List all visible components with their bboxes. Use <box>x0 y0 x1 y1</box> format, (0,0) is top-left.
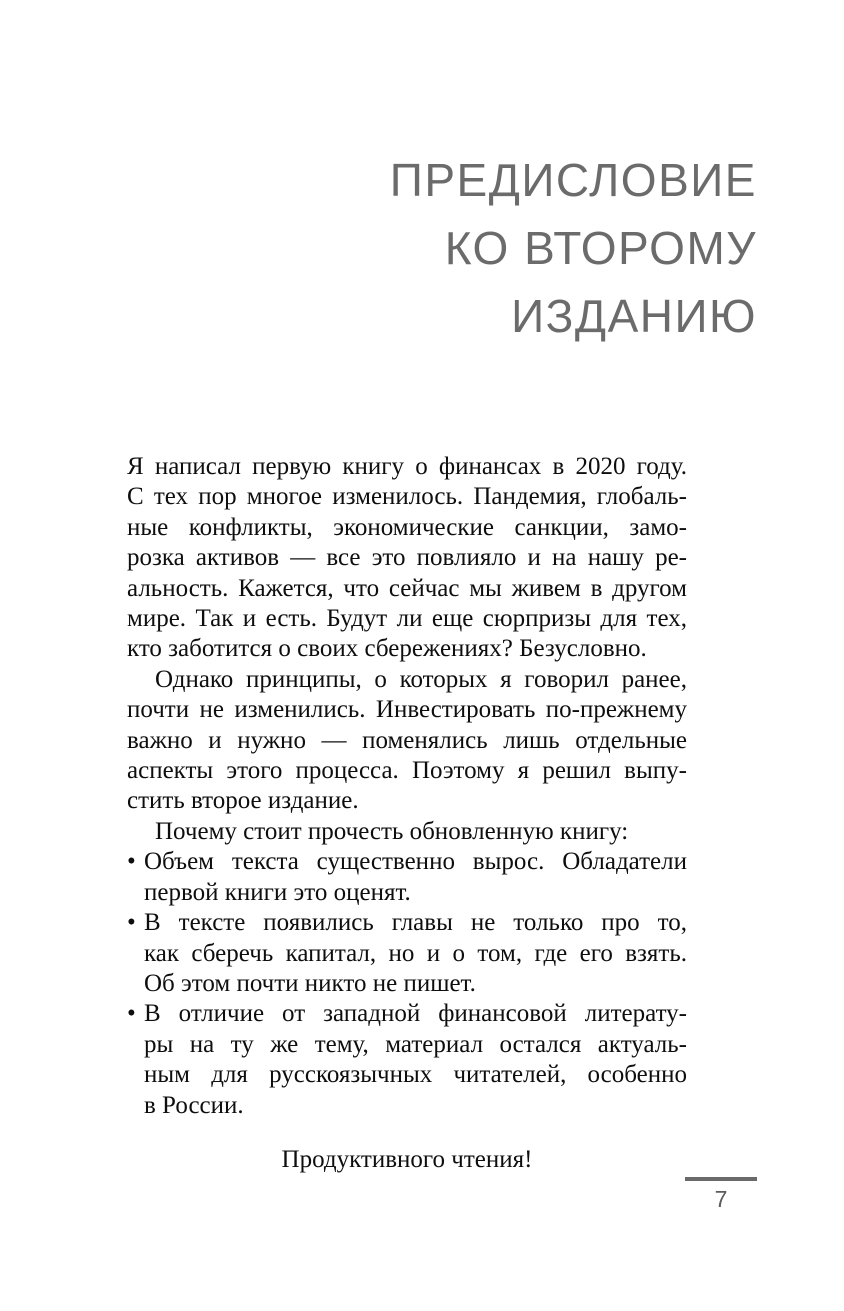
body-line: В тексте появились главы не только про то, <box>144 909 687 937</box>
footer-rule <box>685 1177 757 1181</box>
bullet-icon: • <box>127 909 136 937</box>
body-text <box>127 452 687 1175</box>
body-line: ным для русскоязычных читателей, особенно <box>144 1061 687 1089</box>
body-line: Почему стоит прочесть обновленную книгу: <box>155 817 629 845</box>
body-line: первой книги это оценят. <box>144 878 411 906</box>
paragraph <box>127 452 687 665</box>
body-line: ные конфликты, экономические санкции, замо- <box>127 513 687 541</box>
closing-line: Продуктивного чтения! <box>281 1145 533 1173</box>
body-line: стить второе издание. <box>127 787 359 815</box>
paragraph <box>127 817 687 847</box>
bullet-item <box>127 999 687 1121</box>
body-line: Об этом почти никто не пишет. <box>144 969 476 997</box>
page-number: 7 <box>714 1186 728 1212</box>
body-line: почти не изменились. Инвестировать по-прежнему <box>127 696 687 724</box>
body-line: розка активов — все это повлияло и на нашу ре- <box>127 544 687 572</box>
bullet-icon: • <box>127 848 136 876</box>
body-line: В отличие от западной финансовой литерату- <box>144 1000 687 1028</box>
chapter-heading <box>390 146 757 350</box>
body-line: Я написал первую книгу о финансах в 2020 году. <box>127 453 687 480</box>
heading-line-3: ИЗДАНИЮ <box>511 290 757 342</box>
paragraph <box>127 665 687 817</box>
heading-line-2: КО ВТОРОМУ <box>444 222 757 274</box>
body-line: кто заботится о своих сбережениях? Безусловно. <box>127 635 647 663</box>
bullet-icon: • <box>127 1000 136 1028</box>
body-line: аспекты этого процесса. Поэтому я решил выпу- <box>127 757 687 785</box>
body-line: важно и нужно — поменялись лишь отдельные <box>127 726 687 754</box>
body-line: мире. Так и есть. Будут ли еще сюрпризы для тех, <box>127 605 687 633</box>
body-line: в России. <box>144 1091 244 1119</box>
body-line: альность. Кажется, что сейчас мы живем в другом <box>127 574 687 602</box>
bullet-item <box>127 847 687 908</box>
body-line: С тех пор многое изменилось. Пандемия, глобаль- <box>127 483 687 511</box>
body-line: Однако принципы, о которых я говорил ранее, <box>155 665 687 693</box>
body-line: как сберечь капитал, но и о том, где его взять. <box>144 939 687 967</box>
bullet-item <box>127 908 687 999</box>
heading-line-1: ПРЕДИСЛОВИЕ <box>389 154 757 206</box>
body-line: ры на ту же тему, материал остался актуаль- <box>144 1030 687 1058</box>
body-line: Объем текста существенно вырос. Обладатели <box>144 848 687 876</box>
